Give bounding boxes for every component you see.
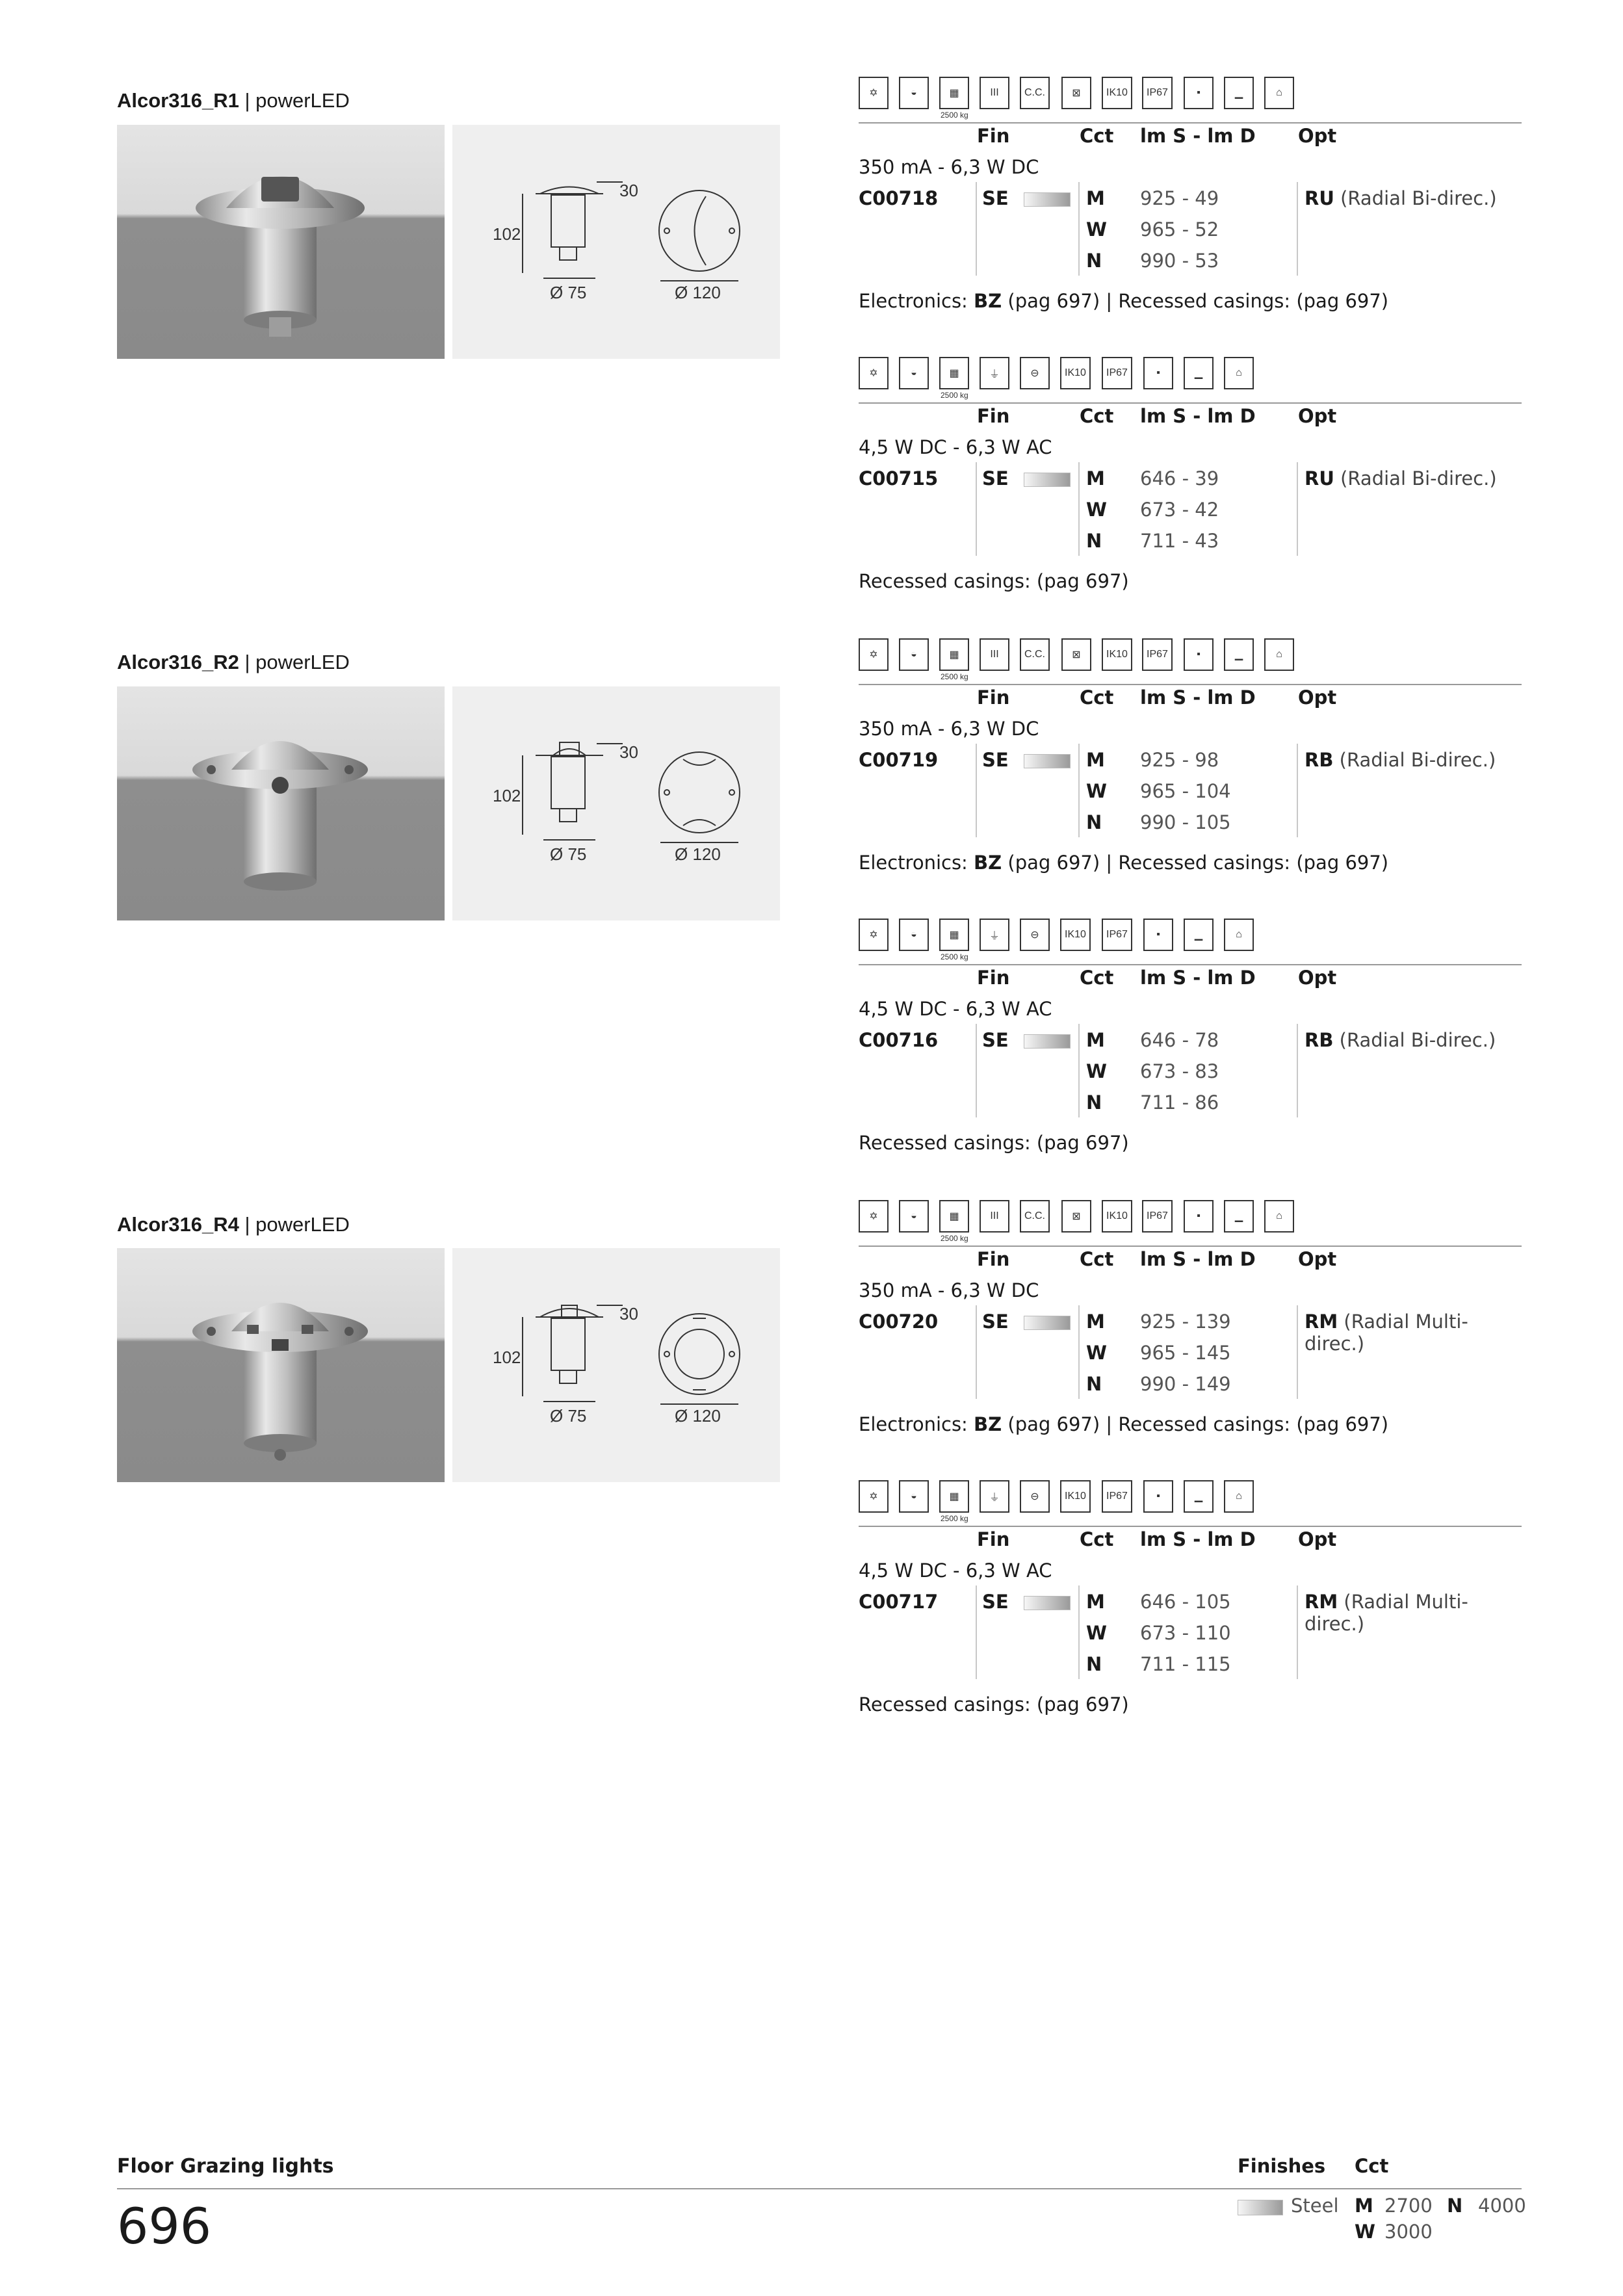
divider	[1297, 744, 1298, 837]
divider	[859, 684, 1522, 685]
dim-top-label: 30	[619, 742, 638, 762]
house-icon: ⌂	[1264, 77, 1294, 109]
steel-swatch	[1024, 1034, 1071, 1049]
star-icon: ✡	[859, 919, 889, 951]
star-icon: ✡	[859, 1200, 889, 1233]
spec-block	[859, 919, 1522, 1166]
header-fin: Fin	[977, 1248, 1010, 1270]
header-opt: Opt	[1298, 686, 1337, 709]
lumen-value: 711 - 115	[1140, 1653, 1231, 1675]
finish-code: SE	[982, 1029, 1009, 1051]
spec-block	[859, 1480, 1522, 1727]
floor-icon: ▁	[1184, 919, 1214, 951]
header-cct: Cct	[1080, 125, 1114, 147]
beam-icon: ▪	[1184, 1200, 1214, 1233]
cct-code: N	[1086, 1373, 1102, 1395]
lamp-icon: ◒	[899, 638, 929, 671]
product-code: C00717	[859, 1591, 939, 1613]
header-opt: Opt	[1298, 1248, 1337, 1270]
lumen-value: 990 - 53	[1140, 250, 1219, 272]
power-spec: 4,5 W DC - 6,3 W AC	[859, 1559, 1052, 1582]
symbol-row	[859, 638, 1522, 681]
divider	[859, 1246, 1522, 1247]
cct-code: W	[1086, 499, 1107, 521]
load-icon: ▦ 2500 kg	[939, 1480, 969, 1513]
luminaire-photo	[117, 686, 445, 920]
header-opt: Opt	[1298, 405, 1337, 427]
lumen-value: 646 - 39	[1140, 467, 1219, 489]
cct-code: M	[1086, 749, 1105, 771]
dim-diameter-label: Ø 75	[550, 1406, 587, 1426]
symbol-row	[859, 77, 1522, 120]
beam-icon: ▪	[1143, 357, 1173, 389]
divider	[859, 1526, 1522, 1527]
steel-swatch	[1024, 473, 1071, 487]
divider	[1078, 462, 1080, 556]
divider	[1297, 1585, 1298, 1679]
power-spec: 350 mA - 6,3 W DC	[859, 1279, 1039, 1301]
power-spec: 350 mA - 6,3 W DC	[859, 718, 1039, 740]
divider	[1078, 1585, 1080, 1679]
steel-swatch	[1024, 1596, 1071, 1610]
dim-flange-label: Ø 120	[675, 844, 721, 864]
dimension-drawing	[452, 686, 780, 920]
lumen-value: 711 - 43	[1140, 530, 1219, 552]
ip-icon: IP67	[1102, 919, 1132, 951]
star-icon: ✡	[859, 77, 889, 109]
product-title: Alcor316_R2 | powerLED	[117, 651, 350, 673]
lumen-value: 925 - 49	[1140, 187, 1219, 209]
ip-icon: IP67	[1142, 77, 1173, 109]
ip-icon: IP67	[1102, 357, 1132, 389]
cct-code: W	[1086, 780, 1107, 802]
divider	[859, 122, 1522, 124]
finishes-label: Finishes	[1238, 2155, 1326, 2177]
lumen-value: 646 - 78	[1140, 1029, 1219, 1051]
note: Electronics: BZ (pag 697) | Recessed casings: (pag 697)	[859, 290, 1389, 312]
lamp-icon: ◒	[899, 77, 929, 109]
header-fin: Fin	[977, 125, 1010, 147]
finish-code: SE	[982, 1591, 1009, 1613]
cct-code: M	[1086, 467, 1105, 489]
dim-height-label: 102	[493, 1348, 521, 1367]
divider	[1297, 1024, 1298, 1117]
lumen-value: 925 - 139	[1140, 1311, 1231, 1333]
symbol-row	[859, 919, 1522, 961]
header-fin: Fin	[977, 405, 1010, 427]
floor-icon: ▁	[1224, 638, 1254, 671]
product-photo	[117, 686, 445, 920]
header-fin: Fin	[977, 967, 1010, 989]
option: RM (Radial Multi-direc.)	[1305, 1591, 1468, 1635]
class-three-icon: III	[980, 77, 1009, 109]
lumen-value: 711 - 86	[1140, 1091, 1219, 1114]
ik-icon: IK10	[1060, 1480, 1091, 1513]
note: Electronics: BZ (pag 697) | Recessed casings: (pag 697)	[859, 852, 1389, 874]
header-cct: Cct	[1080, 967, 1114, 989]
divider	[859, 964, 1522, 965]
no-cover-icon: ⊠	[1061, 77, 1091, 109]
finish-code: SE	[982, 1311, 1009, 1333]
header-cct: Cct	[1080, 1528, 1114, 1550]
divider	[1297, 462, 1298, 556]
floor-icon: ▁	[1184, 1480, 1214, 1513]
lamp-icon: ◒	[899, 1200, 929, 1233]
casing-icon: ⊖	[1020, 919, 1050, 951]
ip-icon: IP67	[1142, 638, 1173, 671]
beam-icon: ▪	[1143, 919, 1173, 951]
dimension-drawing	[452, 125, 780, 359]
symbol-row	[859, 1480, 1522, 1523]
steel-swatch	[1238, 2200, 1283, 2215]
header-cct: Cct	[1080, 405, 1114, 427]
lumen-value: 673 - 42	[1140, 499, 1219, 521]
header-lm: lm S - lm D	[1140, 1248, 1256, 1270]
cct-code: N	[1086, 811, 1102, 833]
page-number: 696	[117, 2197, 212, 2255]
finish-code: SE	[982, 467, 1009, 489]
class-three-icon: III	[980, 638, 1009, 671]
cct-code: W	[1086, 218, 1107, 241]
divider	[976, 1024, 977, 1117]
lumen-value: 965 - 145	[1140, 1342, 1231, 1364]
ik-icon: IK10	[1060, 919, 1091, 951]
load-icon: ▦ 2500 kg	[939, 638, 969, 671]
product-title: Alcor316_R1 | powerLED	[117, 89, 350, 112]
cc-icon: C.C.	[1020, 1200, 1050, 1233]
category-title: Floor Grazing lights	[117, 2155, 334, 2178]
cct-code: N	[1086, 1653, 1102, 1675]
load-icon: ▦ 2500 kg	[939, 357, 969, 389]
dim-flange-label: Ø 120	[675, 283, 721, 302]
lumen-value: 965 - 104	[1140, 780, 1231, 802]
power-spec: 350 mA - 6,3 W DC	[859, 156, 1039, 178]
lumen-value: 646 - 105	[1140, 1591, 1231, 1613]
dim-diameter-label: Ø 75	[550, 283, 587, 302]
cct-value: 2700	[1384, 2195, 1433, 2217]
casing-icon: ⊖	[1020, 1480, 1050, 1513]
cct-label: Cct	[1355, 2155, 1389, 2177]
cct-code: N	[1086, 1091, 1102, 1114]
cct-code: M	[1086, 187, 1105, 209]
beam-icon: ▪	[1184, 77, 1214, 109]
header-lm: lm S - lm D	[1140, 1528, 1256, 1550]
house-icon: ⌂	[1264, 1200, 1294, 1233]
divider	[976, 1305, 977, 1399]
lumen-value: 925 - 98	[1140, 749, 1219, 771]
ik-icon: IK10	[1102, 638, 1132, 671]
earth-icon: ⏚	[980, 357, 1009, 389]
power-spec: 4,5 W DC - 6,3 W AC	[859, 436, 1052, 458]
house-icon: ⌂	[1224, 357, 1254, 389]
class-three-icon: III	[980, 1200, 1009, 1233]
cct-code: M	[1086, 1029, 1105, 1051]
symbol-row	[859, 1200, 1522, 1243]
power-spec: 4,5 W DC - 6,3 W AC	[859, 998, 1052, 1020]
header-opt: Opt	[1298, 967, 1337, 989]
option: RB (Radial Bi-direc.)	[1305, 749, 1496, 771]
header-lm: lm S - lm D	[1140, 967, 1256, 989]
technical-drawing	[452, 686, 780, 920]
header-lm: lm S - lm D	[1140, 125, 1256, 147]
floor-icon: ▁	[1184, 357, 1214, 389]
divider	[976, 1585, 977, 1679]
product-title: Alcor316_R4 | powerLED	[117, 1213, 350, 1236]
luminaire-photo	[117, 1248, 445, 1482]
divider	[1297, 1305, 1298, 1399]
cct-code: M	[1086, 1311, 1105, 1333]
ik-icon: IK10	[1102, 77, 1132, 109]
load-icon: ▦ 2500 kg	[939, 919, 969, 951]
divider	[859, 402, 1522, 404]
dim-diameter-label: Ø 75	[550, 844, 587, 864]
dim-height-label: 102	[493, 224, 521, 244]
lamp-icon: ◒	[899, 357, 929, 389]
product-code: C00720	[859, 1311, 939, 1333]
cc-icon: C.C.	[1020, 77, 1050, 109]
cct-code: N	[1086, 250, 1102, 272]
symbol-row	[859, 357, 1522, 400]
finish-code: SE	[982, 749, 1009, 771]
cct-code: W	[1086, 1342, 1107, 1364]
divider	[1297, 182, 1298, 276]
cct-code: N	[1086, 530, 1102, 552]
cct-code: M	[1086, 1591, 1105, 1613]
divider	[976, 744, 977, 837]
header-fin: Fin	[977, 1528, 1010, 1550]
cct-code: W	[1086, 1060, 1107, 1082]
spec-block	[859, 638, 1522, 885]
option: RM (Radial Multi-direc.)	[1305, 1311, 1468, 1355]
cct-code: N	[1447, 2195, 1463, 2217]
steel-swatch	[1024, 192, 1071, 207]
earth-icon: ⏚	[980, 1480, 1009, 1513]
divider	[1078, 1305, 1080, 1399]
house-icon: ⌂	[1224, 1480, 1254, 1513]
product-code: C00715	[859, 467, 939, 489]
cct-code: W	[1355, 2221, 1375, 2243]
luminaire-photo	[117, 125, 445, 359]
beam-icon: ▪	[1184, 638, 1214, 671]
note: Recessed casings: (pag 697)	[859, 1693, 1129, 1715]
spec-block	[859, 77, 1522, 324]
divider	[976, 182, 977, 276]
header-cct: Cct	[1080, 686, 1114, 709]
note: Recessed casings: (pag 697)	[859, 1132, 1129, 1154]
divider	[117, 2188, 1522, 2189]
product-photo	[117, 1248, 445, 1482]
ip-icon: IP67	[1142, 1200, 1173, 1233]
dimension-drawing	[452, 1248, 780, 1482]
house-icon: ⌂	[1264, 638, 1294, 671]
option: RB (Radial Bi-direc.)	[1305, 1029, 1496, 1051]
star-icon: ✡	[859, 357, 889, 389]
header-fin: Fin	[977, 686, 1010, 709]
product-code: C00718	[859, 187, 939, 209]
option: RU (Radial Bi-direc.)	[1305, 187, 1497, 209]
technical-drawing	[452, 125, 780, 359]
floor-icon: ▁	[1224, 1200, 1254, 1233]
product-code: C00716	[859, 1029, 939, 1051]
dim-top-label: 30	[619, 1304, 638, 1324]
divider	[976, 462, 977, 556]
note: Electronics: BZ (pag 697) | Recessed casings: (pag 697)	[859, 1413, 1389, 1435]
dim-top-label: 30	[619, 181, 638, 200]
header-lm: lm S - lm D	[1140, 405, 1256, 427]
finish-name: Steel	[1291, 2195, 1339, 2217]
load-icon: ▦ 2500 kg	[939, 77, 969, 109]
ik-icon: IK10	[1102, 1200, 1132, 1233]
star-icon: ✡	[859, 1480, 889, 1513]
ik-icon: IK10	[1060, 357, 1091, 389]
divider	[1078, 1024, 1080, 1117]
floor-icon: ▁	[1224, 77, 1254, 109]
header-opt: Opt	[1298, 125, 1337, 147]
cct-value: 3000	[1384, 2221, 1433, 2243]
product-code: C00719	[859, 749, 939, 771]
dim-height-label: 102	[493, 786, 521, 805]
spec-block	[859, 357, 1522, 604]
lumen-value: 990 - 105	[1140, 811, 1231, 833]
dim-flange-label: Ø 120	[675, 1406, 721, 1426]
finish-code: SE	[982, 187, 1009, 209]
lamp-icon: ◒	[899, 1480, 929, 1513]
house-icon: ⌂	[1224, 919, 1254, 951]
header-lm: lm S - lm D	[1140, 686, 1256, 709]
lumen-value: 673 - 110	[1140, 1622, 1231, 1644]
header-cct: Cct	[1080, 1248, 1114, 1270]
beam-icon: ▪	[1143, 1480, 1173, 1513]
lumen-value: 965 - 52	[1140, 218, 1219, 241]
load-icon: ▦ 2500 kg	[939, 1200, 969, 1233]
no-cover-icon: ⊠	[1061, 1200, 1091, 1233]
lumen-value: 673 - 83	[1140, 1060, 1219, 1082]
steel-swatch	[1024, 1316, 1071, 1330]
divider	[1078, 182, 1080, 276]
ip-icon: IP67	[1102, 1480, 1132, 1513]
cct-code: W	[1086, 1622, 1107, 1644]
star-icon: ✡	[859, 638, 889, 671]
lamp-icon: ◒	[899, 919, 929, 951]
cc-icon: C.C.	[1020, 638, 1050, 671]
divider	[1078, 744, 1080, 837]
technical-drawing	[452, 1248, 780, 1482]
earth-icon: ⏚	[980, 919, 1009, 951]
steel-swatch	[1024, 754, 1071, 768]
cct-code: M	[1355, 2195, 1373, 2217]
lumen-value: 990 - 149	[1140, 1373, 1231, 1395]
option: RU (Radial Bi-direc.)	[1305, 467, 1497, 489]
note: Recessed casings: (pag 697)	[859, 570, 1129, 592]
product-photo	[117, 125, 445, 359]
no-cover-icon: ⊠	[1061, 638, 1091, 671]
header-opt: Opt	[1298, 1528, 1337, 1550]
casing-icon: ⊖	[1020, 357, 1050, 389]
spec-block	[859, 1200, 1522, 1447]
cct-value: 4000	[1478, 2195, 1526, 2217]
